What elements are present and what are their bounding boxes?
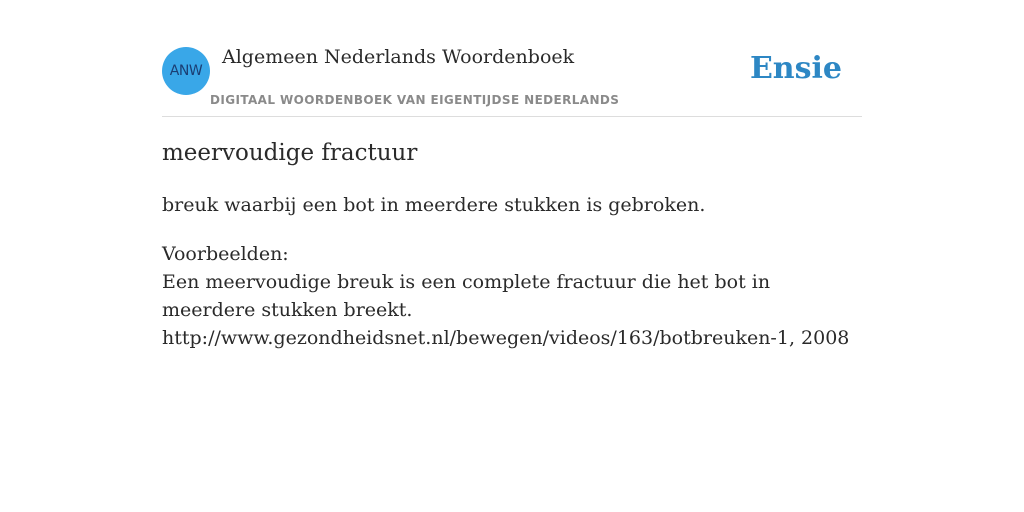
- entry-title: meervoudige fractuur: [162, 140, 418, 166]
- page-container: [162, 0, 862, 512]
- entry-definition: breuk waarbij een bot in meerdere stukken is gebroken.: [162, 194, 706, 216]
- example-source: http://www.gezondheidsnet.nl/bewegen/videos/163/botbreuken-1, 2008: [162, 327, 850, 349]
- example-text: Een meervoudige breuk is een complete fractuur die het bot in meerdere stukken breekt.: [162, 271, 771, 321]
- ensie-brand-logo[interactable]: Ensie: [749, 51, 842, 86]
- site-header: [162, 0, 862, 117]
- site-title[interactable]: Algemeen Nederlands Woordenboek: [222, 46, 575, 68]
- anw-logo[interactable]: [162, 47, 210, 95]
- site-subtitle: DIGITAAL WOORDENBOEK VAN EIGENTIJDSE NEDERLANDS: [210, 93, 620, 107]
- logo-text: ANW: [169, 63, 203, 79]
- examples-label: Voorbeelden:: [162, 243, 289, 265]
- examples-section: [162, 240, 862, 352]
